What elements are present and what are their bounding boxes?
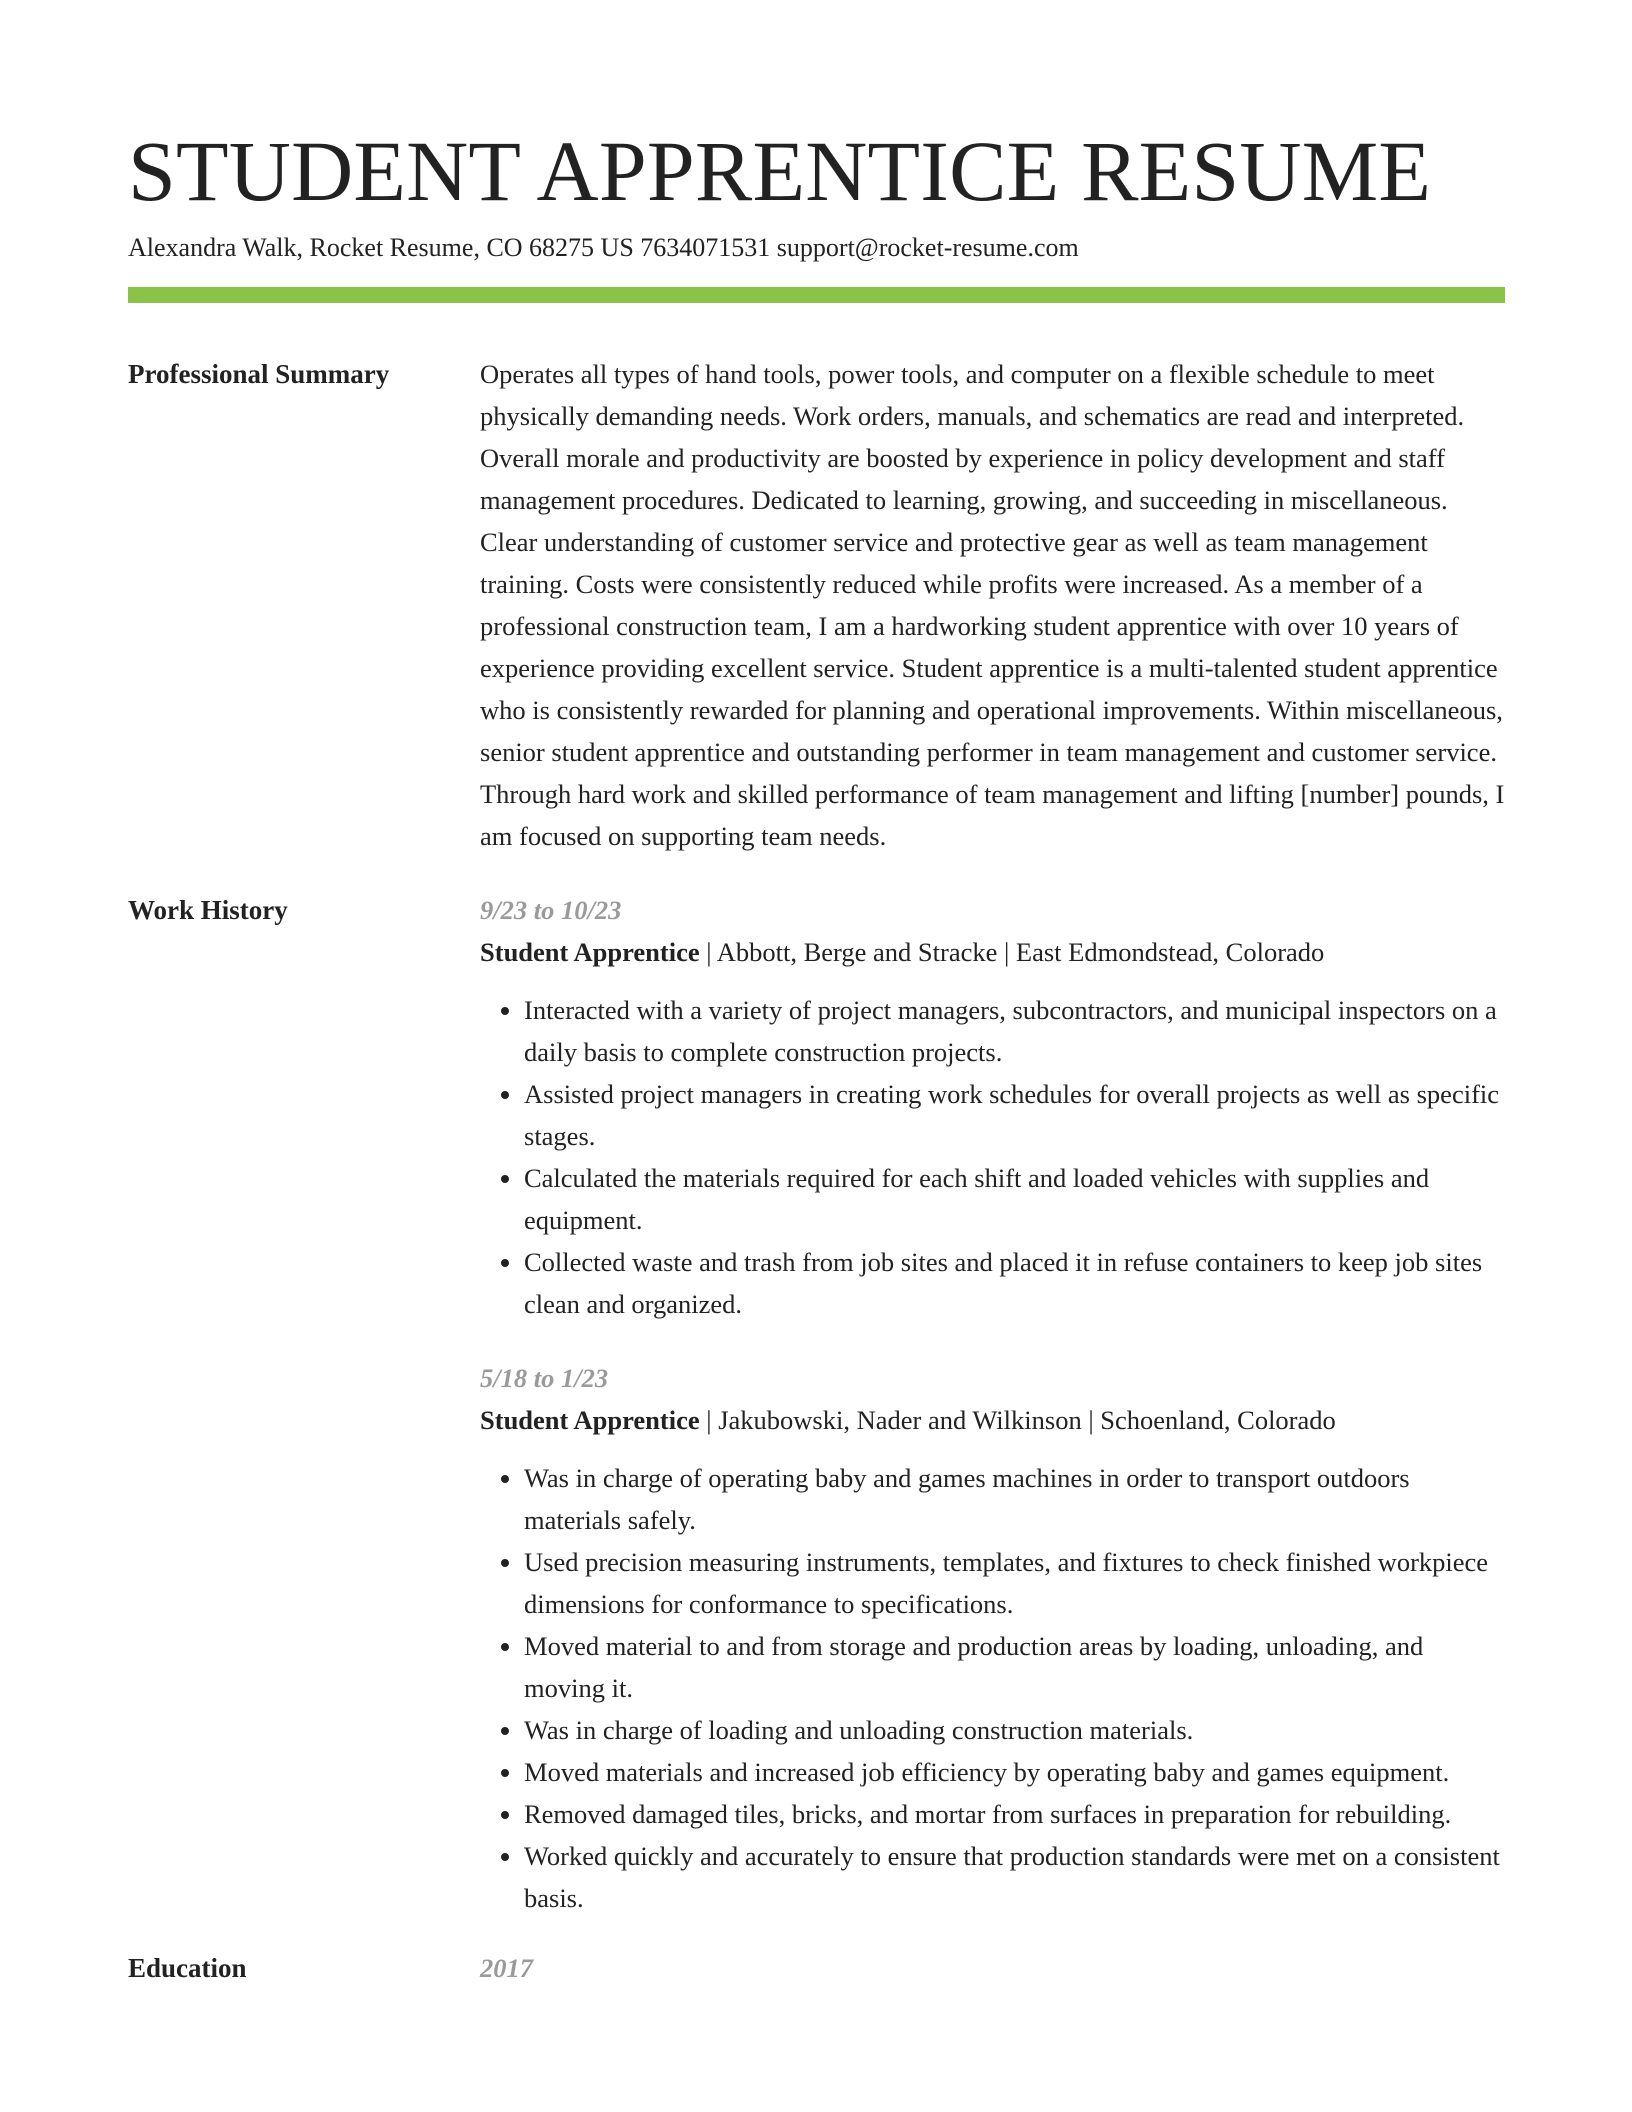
resume-title: STUDENT APPRENTICE RESUME [128,123,1432,219]
education-section [128,1947,1505,1989]
job-bullet: • Collected waste and trash from job sites and placed it in refuse containers to keep job sites clean and organized. [524,1241,1505,1325]
job-bullets [480,989,1505,1325]
job-bullet: • Moved materials and increased job efficiency by operating baby and games equipment. [524,1751,1505,1793]
job-bullet: • Interacted with a variety of project managers, subcontractors, and municipal inspectors on a daily basis to complete construction projects. [524,989,1505,1073]
work-history-section [128,889,1505,1919]
job-heading [480,1399,1505,1441]
professional-summary-section [128,353,1505,857]
resume-page [128,0,1505,1989]
job-bullets [480,1457,1505,1919]
job-bullet: • Worked quickly and accurately to ensure that production standards were met on a consistent basis. [524,1835,1505,1919]
section-label-professional-summary: Professional Summary [128,359,390,389]
job-entry [480,889,1505,1325]
job-bullet: • Was in charge of loading and unloading construction materials. [524,1709,1505,1751]
work-history-body [480,889,1505,1919]
job-dates: 9/23 to 10/23 [480,895,622,925]
job-bullet: • Used precision measuring instruments, templates, and fixtures to check finished workpiece dimensions for conformance to specifications. [524,1541,1505,1625]
education-dates: 2017 [480,1953,533,1983]
job-employer-location: | Jakubowski, Nader and Wilkinson | Schoenland, Colorado [699,1405,1336,1435]
job-entry [480,1357,1505,1919]
header-divider [128,287,1505,303]
contact-line: Alexandra Walk, Rocket Resume, CO 68275 US 7634071531 support@rocket-resume.com [128,233,1079,262]
section-label-work-history: Work History [128,895,288,925]
job-bullet: • Was in charge of operating baby and games machines in order to transport outdoors materials safely. [524,1457,1505,1541]
job-bullet: • Assisted project managers in creating work schedules for overall projects as well as specific stages. [524,1073,1505,1157]
section-label-education: Education [128,1953,247,1983]
education-body [480,1947,1505,1989]
job-bullet: • Calculated the materials required for each shift and loaded vehicles with supplies and equipment. [524,1157,1505,1241]
summary-body [480,353,1505,857]
summary-text: Operates all types of hand tools, power tools, and computer on a flexible schedule to meet physically demanding needs. Work orders, manuals, and schematics are read and interpreted. Overall morale and productivity are boosted by experience in policy development and staff management procedures. Dedicated to learning, growing, and succeeding in miscellaneous. Clear understanding of customer service and protective gear as well as team management training. Costs were consistently reduced while profits were increased. As a member of a professional construction team, I am a hardworking student apprentice with over 10 years of experience providing excellent service. Student apprentice is a multi-talented student apprentice who is consistently rewarded for planning and operational improvements. Within miscellaneous, senior student apprentice and outstanding performer in team management and customer service. Through hard work and skilled performance of team management and lifting [number] pounds, I am focused on supporting team needs. [480,359,1505,851]
job-title: Student Apprentice [480,1405,700,1435]
job-heading [480,931,1505,973]
job-title: Student Apprentice [480,937,700,967]
job-employer-location: | Abbott, Berge and Stracke | East Edmondstead, Colorado [699,937,1325,967]
job-bullet: • Removed damaged tiles, bricks, and mortar from surfaces in preparation for rebuilding. [524,1793,1505,1835]
job-bullet: • Moved material to and from storage and production areas by loading, unloading, and moving it. [524,1625,1505,1709]
job-dates: 5/18 to 1/23 [480,1363,609,1393]
